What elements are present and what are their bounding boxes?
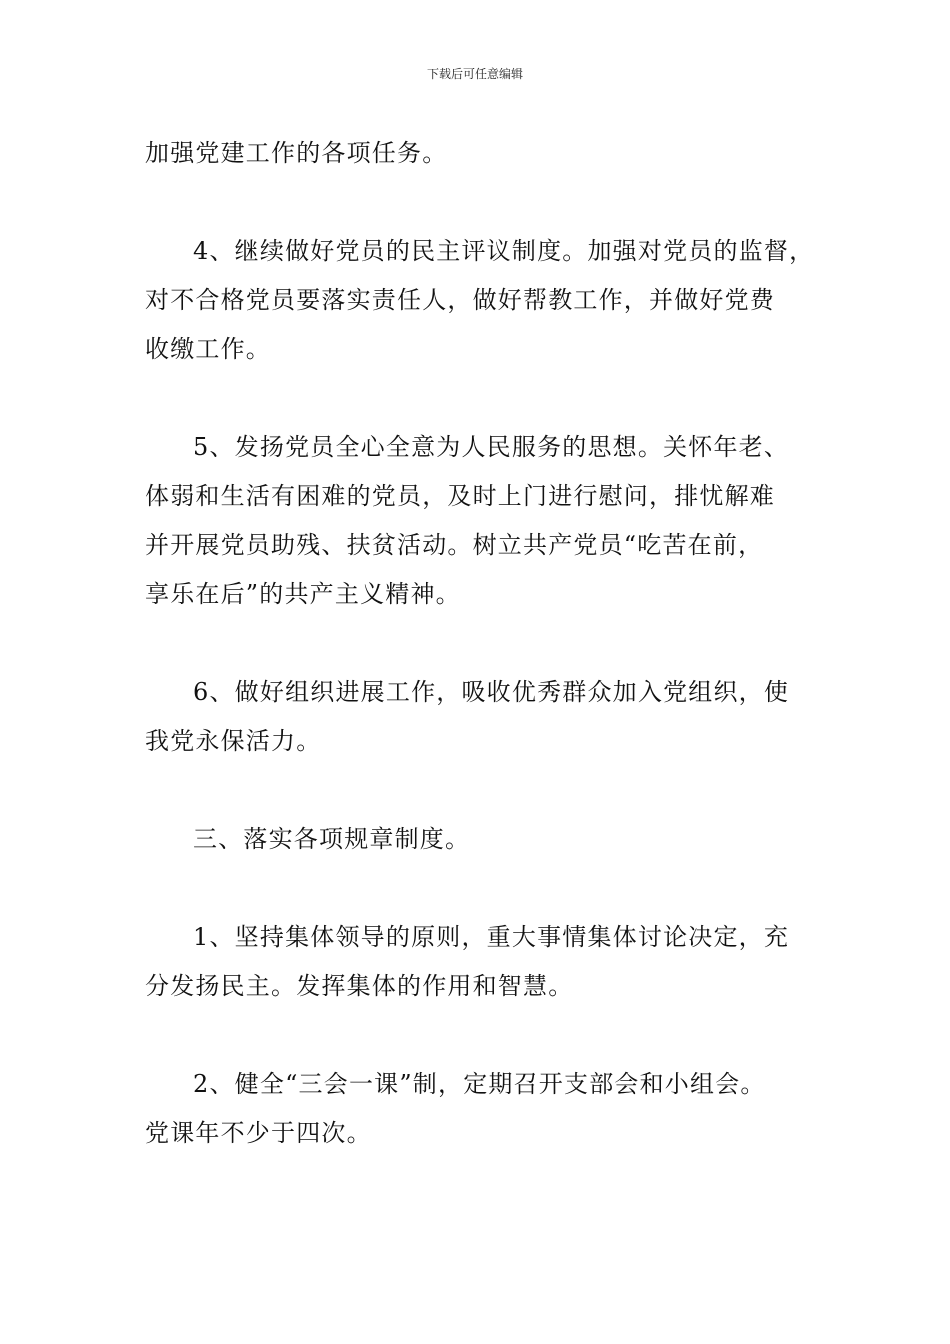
paragraph-line: 我党永保活力。 — [145, 727, 322, 755]
paragraph-item-4 — [145, 227, 845, 374]
paragraph-line: 2、健全“三会一课”制，定期召开支部会和小组会。 — [193, 1070, 766, 1098]
paragraph-line: 收缴工作。 — [145, 335, 271, 363]
paragraph-line: 并开展党员助残、扶贫活动。树立共产党员“吃苦在前， — [145, 531, 764, 559]
paragraph-rule-1 — [145, 913, 845, 1011]
paragraph-item-5 — [145, 423, 845, 619]
paragraph-line: 6、做好组织进展工作，吸收优秀群众加入党组织，使 — [193, 678, 790, 706]
section-heading-3 — [145, 815, 845, 864]
paragraph-1 — [145, 129, 845, 178]
page-header: 下载后可任意编辑 — [426, 67, 523, 81]
paragraph-line: 享乐在后”的共产主义精神。 — [145, 580, 461, 608]
paragraph-line: 对不合格党员要落实责任人，做好帮教工作，并做好党费 — [145, 286, 775, 314]
paragraph-line: 分发扬民主。发挥集体的作用和智慧。 — [145, 972, 574, 1000]
paragraph-line: 体弱和生活有困难的党员，及时上门进行慰问，排忧解难 — [145, 482, 775, 510]
paragraph-line: 4、继续做好党员的民主评议制度。加强对党员的监督， — [193, 237, 815, 265]
paragraph-line: 加强党建工作的各项任务。 — [145, 139, 448, 167]
section-heading-text: 三、落实各项规章制度。 — [193, 825, 471, 853]
paragraph-line: 1、坚持集体领导的原则，重大事情集体讨论决定，充 — [193, 923, 790, 951]
paragraph-line: 5、发扬党员全心全意为人民服务的思想。关怀年老、 — [193, 433, 790, 461]
paragraph-rule-2 — [145, 1060, 845, 1158]
paragraph-item-6 — [145, 668, 845, 766]
paragraph-line: 党课年不少于四次。 — [145, 1119, 372, 1147]
document-body — [145, 129, 845, 1207]
